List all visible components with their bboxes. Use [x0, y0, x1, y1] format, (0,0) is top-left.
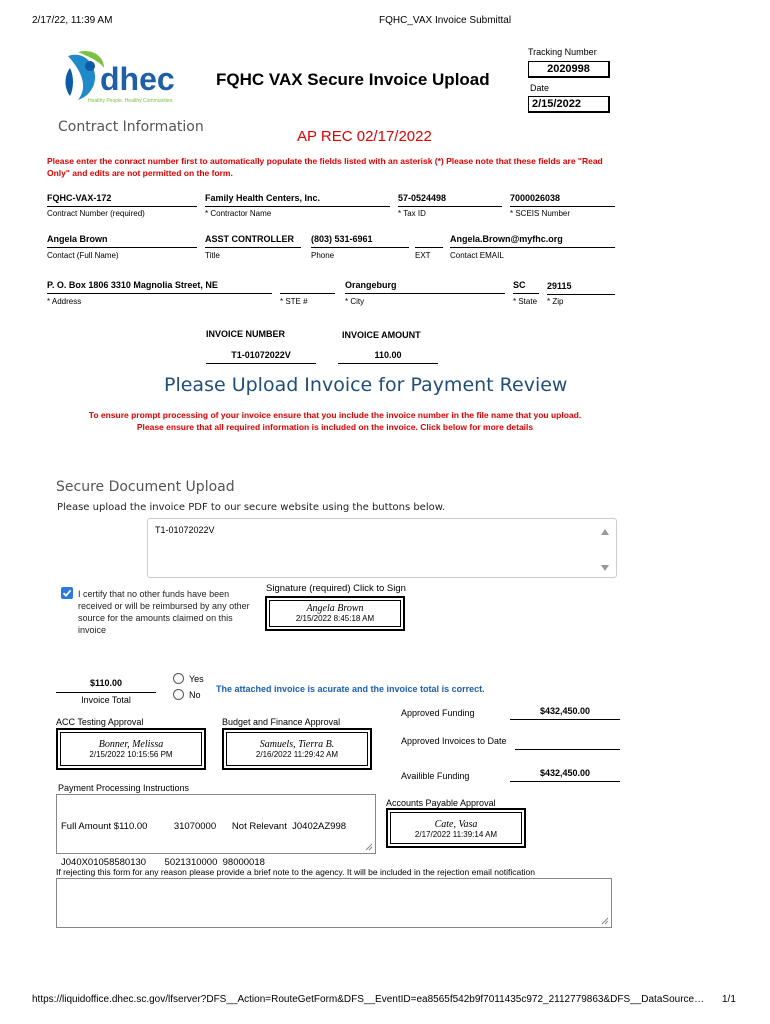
- budget-approval-label: Budget and Finance Approval: [222, 717, 341, 727]
- tax-id-label: * Tax ID: [398, 209, 426, 218]
- uploaded-files-list[interactable]: [147, 518, 617, 578]
- contractor-name-field: Family Health Centers, Inc.: [205, 193, 390, 207]
- contact-name-field[interactable]: Angela Brown: [47, 234, 197, 248]
- certify-text: I certify that no other funds have been received or will be reimbursed by any other source for the amounts claimed on this invoice: [78, 589, 250, 635]
- contract-section-title: Contract Information: [58, 119, 204, 135]
- budget-signature-time: 2/16/2022 11:29:42 AM: [255, 750, 339, 759]
- certify-signature-name: Angela Brown: [306, 603, 364, 614]
- resize-grip-icon[interactable]: [363, 841, 373, 851]
- acc-signature-time: 2/15/2022 10:15:56 PM: [89, 750, 173, 759]
- available-funding-field: $432,450.00: [510, 768, 620, 782]
- accuracy-no-radio[interactable]: [173, 689, 184, 700]
- ap-signature-box[interactable]: [386, 808, 526, 848]
- invoice-number-label: INVOICE NUMBER: [206, 329, 286, 339]
- invoice-total-field: $110.00: [56, 678, 156, 693]
- ap-rec-stamp: AP REC 02/17/2022: [297, 128, 432, 145]
- contract-number-field[interactable]: FQHC-VAX-172: [47, 193, 197, 207]
- ext-field[interactable]: [415, 234, 443, 248]
- ste-field: [280, 280, 335, 294]
- contract-number-label: Contract Number (required): [47, 209, 145, 218]
- contact-email-field[interactable]: Angela.Brown@myfhc.org: [450, 234, 615, 248]
- tracking-number-field[interactable]: 2020998: [528, 61, 610, 78]
- uploaded-file-item[interactable]: T1-01072022V: [155, 525, 215, 535]
- ext-label: EXT: [415, 251, 431, 260]
- budget-signature-name: Samuels, Tierra B.: [259, 739, 335, 750]
- checkbox-checked-icon: [61, 587, 73, 599]
- form-title: FQHC VAX Secure Invoice Upload: [216, 70, 490, 89]
- print-title: FQHC_VAX Invoice Submittal: [379, 15, 512, 26]
- ap-approval-label: Accounts Payable Approval: [386, 798, 496, 808]
- zip-label: * Zip: [547, 297, 564, 306]
- title-label: Title: [205, 251, 220, 260]
- certify-signature-time: 2/15/2022 8:45:18 AM: [295, 614, 375, 623]
- state-label: * State: [513, 297, 538, 306]
- payment-line-1: Full Amount $110.00 31070000 Not Relevant J0402AZ998: [61, 821, 347, 832]
- accuracy-statement: The attached invoice is acurate and the invoice total is correct.: [216, 684, 485, 694]
- date-label: Date: [530, 83, 550, 93]
- tracking-label: Tracking Number: [528, 47, 597, 57]
- budget-signature-box[interactable]: [222, 728, 372, 770]
- state-field: SC: [513, 280, 539, 294]
- address-field: P. O. Box 1806 3310 Magnolia Street, NE: [47, 280, 272, 294]
- phone-label: Phone: [311, 251, 335, 260]
- payment-line-2: J040X01058580130 5021310000 98000018: [61, 857, 265, 868]
- certify-checkbox[interactable]: [61, 587, 73, 599]
- payment-instructions-field[interactable]: [56, 794, 376, 868]
- zip-field: 29115: [547, 281, 615, 295]
- ap-signature-name: Cate, Vasa: [434, 819, 478, 830]
- resize-grip-icon[interactable]: [599, 915, 609, 925]
- scroll-up-icon[interactable]: [601, 529, 609, 535]
- approved-funding-field: $432,450.00: [510, 706, 620, 720]
- accuracy-yes-label: Yes: [189, 674, 204, 684]
- upload-notice-1: To ensure prompt processing of your invoice ensure that you include the invoice number in the file name that you upload.: [88, 410, 582, 420]
- date-field[interactable]: 2/15/2022: [528, 96, 610, 113]
- rejection-label: If rejecting this form for any reason please provide a brief note to the agency. It will be included in the rejection email notification: [56, 867, 535, 877]
- print-datetime: 2/17/22, 11:39 AM: [32, 15, 113, 26]
- accuracy-no-label: No: [189, 690, 201, 700]
- payment-instructions-label: Payment Processing Instructions: [58, 783, 190, 793]
- contract-instructions: Please enter the conract number first to automatically populate the fields listed with an asterisk (*) Please note that these fields are "Read Only" and edits are not permitted on the form.: [47, 156, 603, 178]
- rejection-note-field[interactable]: [56, 878, 612, 928]
- tax-id-field: 57-0524498: [398, 193, 502, 207]
- available-funding-label: Availible Funding: [401, 771, 470, 781]
- invoice-total-label: Invoice Total: [81, 695, 131, 705]
- scroll-down-icon[interactable]: [601, 565, 609, 571]
- dhec-logo: [60, 46, 197, 108]
- approved-funding-label: Approved Funding: [401, 708, 475, 718]
- accuracy-yes-radio[interactable]: [173, 673, 184, 684]
- city-label: * City: [345, 297, 365, 306]
- certify-signature-box[interactable]: [265, 596, 405, 631]
- signature-label: Signature (required) Click to Sign: [266, 583, 406, 594]
- secure-upload-title: Secure Document Upload: [56, 479, 235, 495]
- approved-invoices-label: Approved Invoices to Date: [401, 736, 507, 746]
- upload-heading: Please Upload Invoice for Payment Review: [164, 374, 568, 396]
- contractor-name-label: * Contractor Name: [205, 209, 272, 218]
- approved-invoices-field: [515, 736, 620, 750]
- logo-text: dhec: [100, 61, 175, 97]
- phone-field[interactable]: (803) 531-6961: [311, 234, 409, 248]
- contact-name-label: Contact (Full Name): [47, 251, 119, 260]
- print-url: https://liquidoffice.dhec.sc.gov/lfserver?DFS__Action=RouteGetForm&DFS__EventID=ea8565f542b9f7011435c972_2112779863&DFS__DataSource…: [32, 994, 705, 1005]
- sceis-number-label: * SCEIS Number: [510, 209, 571, 218]
- acc-signature-name: Bonner, Melissa: [98, 739, 164, 750]
- upload-notice-2[interactable]: Please ensure that all required information is included on the invoice. Click below for more details: [136, 422, 534, 432]
- sceis-number-field: 7000026038: [510, 193, 615, 207]
- title-field[interactable]: ASST CONTROLLER: [205, 234, 301, 248]
- invoice-amount-field[interactable]: 110.00: [338, 350, 438, 364]
- print-page-number: 1/1: [722, 994, 736, 1005]
- upload-instructions: Please upload the invoice PDF to our secure website using the buttons below.: [57, 502, 446, 513]
- logo-tagline: Healthy People. Healthy Communities.: [88, 98, 174, 104]
- ste-label: * STE #: [280, 297, 308, 306]
- invoice-number-field[interactable]: T1-01072022V: [206, 350, 316, 364]
- ap-signature-time: 2/17/2022 11:39:14 AM: [414, 830, 498, 839]
- address-label: * Address: [47, 297, 82, 306]
- invoice-amount-label: INVOICE AMOUNT: [342, 330, 421, 340]
- contact-email-label: Contact EMAIL: [450, 251, 504, 260]
- acc-approval-label: ACC Testing Approval: [56, 717, 144, 727]
- acc-signature-box[interactable]: [56, 728, 206, 770]
- city-field: Orangeburg: [345, 280, 505, 294]
